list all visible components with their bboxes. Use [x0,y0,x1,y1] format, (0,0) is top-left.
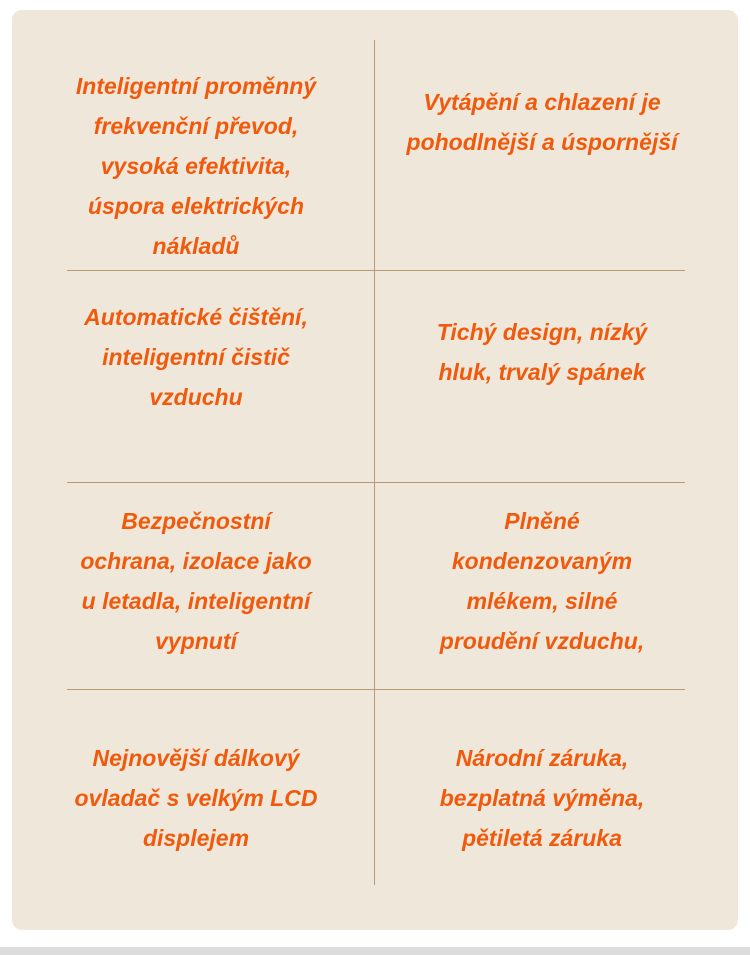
feature-warranty: Národní záruka, bezplatná výměna, pětiletá záruka [439,745,645,851]
feature-remote-control: Nejnovější dálkový ovladač s velkým LCD displejem [74,745,318,851]
vertical-divider [374,40,375,885]
feature-inverter-efficiency: Inteligentní proměnný frekvenční převod, vysoká efektivita, úspora elektrických nákladů [75,73,317,259]
bottom-strip [0,947,750,955]
horizontal-divider-2 [67,482,685,483]
horizontal-divider-1 [67,270,685,271]
feature-heating-cooling: Vytápění a chlazení je pohodlnější a úspornější [406,89,678,155]
feature-auto-cleaning: Automatické čištění, inteligentní čistič vzduchu [84,304,308,410]
feature-airflow: Plněné kondenzovaným mlékem, silné proudění vzduchu, [439,508,645,654]
horizontal-divider-3 [67,689,685,690]
feature-safety-protection: Bezpečnostní ochrana, izolace jako u letadla, inteligentní vypnutí [80,508,312,654]
feature-quiet-design: Tichý design, nízký hluk, trvalý spánek [436,319,648,385]
